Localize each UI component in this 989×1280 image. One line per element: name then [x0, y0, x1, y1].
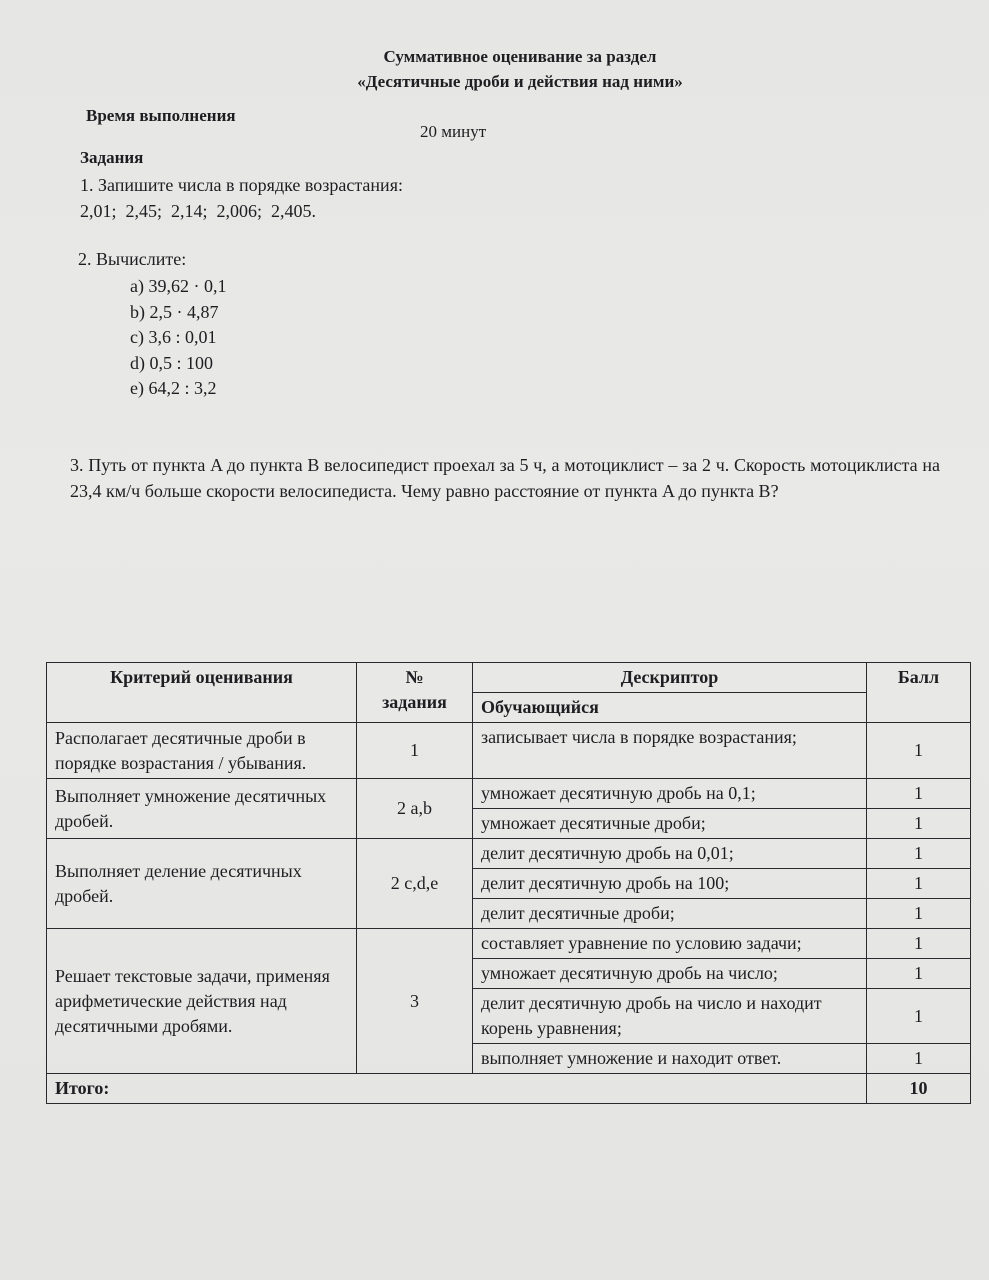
table-row — [47, 779, 971, 809]
score-cell: 1 — [867, 869, 971, 899]
task-2-item: d) 0,5 : 100 — [130, 352, 213, 373]
document-title — [240, 44, 800, 94]
descriptor-cell: выполняет умножение и находит ответ. — [473, 1044, 867, 1074]
table-row — [47, 929, 971, 959]
task-number-cell: 3 — [357, 929, 473, 1074]
task-2 — [78, 246, 226, 402]
table-header-row — [47, 663, 971, 693]
criterion-cell: Решает текстовые задачи, применяя арифметические действия над десятичными дробями. — [47, 929, 357, 1074]
header-task-number — [357, 663, 473, 723]
score-cell: 1 — [867, 899, 971, 929]
task-2-item: b) 2,5 · 4,87 — [130, 301, 219, 322]
score-cell: 1 — [867, 809, 971, 839]
tasks-heading: Задания — [80, 148, 144, 167]
descriptor-cell: делит десятичную дробь на число и находит корень уравнения; — [473, 989, 867, 1044]
total-label: Итого: — [47, 1074, 867, 1104]
descriptor-cell: умножает десятичную дробь на число; — [473, 959, 867, 989]
task-1-text: 1. Запишите числа в порядке возрастания: — [80, 175, 403, 195]
criterion-cell: Выполняет деление десятичных дробей. — [47, 839, 357, 929]
descriptor-cell: делит десятичные дроби; — [473, 899, 867, 929]
table-row — [47, 723, 971, 779]
criterion-cell: Располагает десятичные дроби в порядке возрастания / убывания. — [47, 723, 357, 779]
task-2-items — [130, 274, 226, 402]
header-criterion: Критерий оценивания — [47, 663, 357, 723]
score-cell: 1 — [867, 839, 971, 869]
total-value: 10 — [867, 1074, 971, 1104]
table-row — [47, 839, 971, 869]
title-line-1: Суммативное оценивание за раздел — [383, 47, 657, 66]
task-2-text: 2. Вычислите: — [78, 249, 187, 269]
descriptor-cell: умножает десятичную дробь на 0,1; — [473, 779, 867, 809]
criterion-cell: Выполняет умножение десятичных дробей. — [47, 779, 357, 839]
task-number-cell: 2 a,b — [357, 779, 473, 839]
task-1-numbers: 2,01; 2,45; 2,14; 2,006; 2,405. — [80, 201, 317, 221]
task-2-item: c) 3,6 : 0,01 — [130, 327, 217, 347]
score-cell: 1 — [867, 929, 971, 959]
header-score: Балл — [867, 663, 971, 723]
task-2-item: e) 64,2 : 3,2 — [130, 378, 217, 398]
score-cell: 1 — [867, 1044, 971, 1074]
descriptor-cell: делит десятичную дробь на 100; — [473, 869, 867, 899]
task-number-cell: 2 c,d,e — [357, 839, 473, 929]
time-value: 20 минут — [420, 122, 487, 141]
header-learner: Обучающийся — [473, 693, 867, 723]
task-3-text: 3. Путь от пункта A до пункта B велосипедист проехал за 5 ч, а мотоциклист – за 2 ч. Скорость мотоциклиста на 23,4 км/ч больше скорости велосипедиста. Чему равно расстояние от пункта A до пункта B? — [70, 455, 940, 501]
header-task-number-line1: № — [405, 667, 424, 687]
score-cell: 1 — [867, 989, 971, 1044]
descriptor-cell: составляет уравнение по условию задачи; — [473, 929, 867, 959]
score-cell: 1 — [867, 779, 971, 809]
score-cell: 1 — [867, 959, 971, 989]
title-line-2: «Десятичные дроби и действия над ними» — [357, 72, 683, 91]
descriptor-cell: делит десятичную дробь на 0,01; — [473, 839, 867, 869]
score-cell: 1 — [867, 723, 971, 779]
task-number-cell: 1 — [357, 723, 473, 779]
assessment-rubric-table — [46, 662, 971, 1104]
header-descriptor: Дескриптор — [473, 663, 867, 693]
time-label: Время выполнения — [86, 106, 236, 125]
task-2-item: a) 39,62 · 0,1 — [130, 276, 227, 296]
total-row — [47, 1074, 971, 1104]
task-1 — [80, 172, 403, 224]
descriptor-cell: записывает числа в порядке возрастания; — [473, 723, 867, 779]
header-task-number-line2: задания — [382, 692, 447, 712]
descriptor-cell: умножает десятичные дроби; — [473, 809, 867, 839]
